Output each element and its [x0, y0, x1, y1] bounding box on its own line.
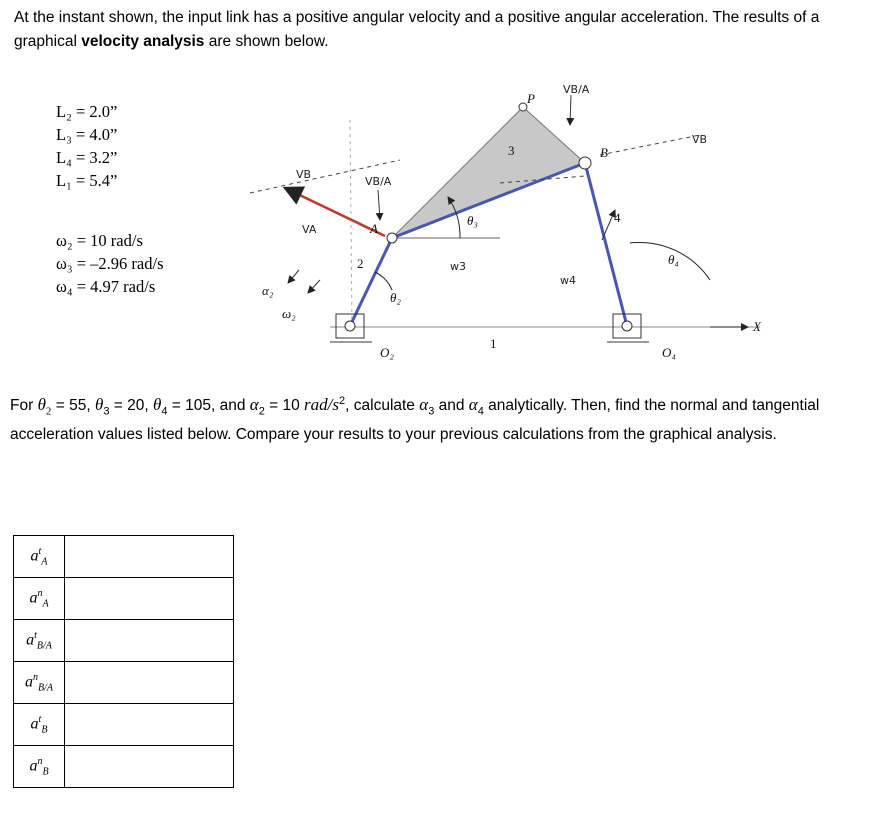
row-label: $a^n_A$ [14, 578, 65, 620]
label-theta3: θ₃ [467, 213, 478, 228]
label-theta4: θ₄ [668, 252, 679, 267]
length-item: L₄ = 3.2” [56, 148, 118, 167]
omega-item: ω₂ = 10 rad/s [56, 231, 143, 250]
vector-line [350, 120, 352, 326]
label-a: A [370, 221, 378, 236]
omega-item: ω₃ = –2.96 rad/s [56, 254, 164, 273]
row-label: $a^t_A$ [14, 536, 65, 578]
link-2 [350, 238, 392, 326]
intro-paragraph [14, 6, 876, 54]
label-o2: O₂ [380, 345, 394, 360]
pin-p [519, 103, 527, 111]
table-row [14, 578, 234, 620]
intro-bold: velocity analysis [81, 33, 205, 50]
label-vb-right: VB [692, 133, 708, 146]
table-row [14, 746, 234, 788]
label-omega2: ω₂ [282, 306, 296, 321]
answer-cell[interactable] [65, 746, 234, 788]
length-item: L₁ = 5.4” [56, 171, 118, 190]
theta2-arc [375, 272, 392, 290]
vector-line [600, 135, 700, 155]
label-link1: 1 [490, 336, 497, 351]
linkage-diagram [240, 70, 780, 370]
row-label: $a^n_B$ [14, 746, 65, 788]
link-4 [585, 163, 627, 326]
length-list [56, 100, 117, 192]
label-o4: O₄ [662, 345, 676, 360]
ground-pivot-o2 [330, 314, 372, 342]
label-link4: 4 [614, 210, 621, 225]
answer-cell[interactable] [65, 620, 234, 662]
label-vba-top: VB/A [563, 83, 590, 96]
label-vba-mid: VB/A [365, 175, 392, 188]
row-label: $a^n_{B/A}$ [14, 662, 65, 704]
intro-text-2: are shown below. [204, 33, 329, 50]
answer-cell[interactable] [65, 578, 234, 620]
table-row [14, 620, 234, 662]
omega-list [56, 229, 164, 298]
answer-table [13, 535, 234, 788]
answer-cell[interactable] [65, 536, 234, 578]
label-alpha2: α₂ [262, 283, 274, 298]
label-p: P [527, 91, 535, 106]
label-w4: w4 [560, 274, 576, 287]
omega2-arrow [308, 280, 320, 293]
label-w3: w3 [450, 260, 466, 273]
pin-a [387, 233, 397, 243]
coupler-triangle [392, 107, 585, 238]
row-label: $a^t_B$ [14, 704, 65, 746]
vba-arrow [570, 95, 571, 125]
intro-text-1: At the instant shown, the input link has a positive angular velocity and a positive angular acceleration. The results of a graphical [14, 9, 820, 50]
label-theta2: θ₂ [390, 290, 401, 305]
label-x: X [753, 319, 761, 334]
table-row [14, 536, 234, 578]
label-vb-left: VB [296, 168, 312, 181]
ground-pivot-o4 [607, 314, 649, 342]
label-link3: 3 [508, 143, 515, 158]
length-item: L₃ = 4.0” [56, 125, 118, 144]
label-link2: 2 [357, 256, 364, 271]
label-va: VA [302, 223, 317, 236]
table-row [14, 704, 234, 746]
alpha2-arrow [288, 270, 299, 283]
row-label: $a^t_{B/A}$ [14, 620, 65, 662]
label-b: B [600, 145, 608, 160]
omega-item: ω₄ = 4.97 rad/s [56, 277, 156, 296]
answer-cell[interactable] [65, 662, 234, 704]
question-paragraph: For $\theta_2 = 55$, $\theta_3 = 20$, $\theta_4 = 105$, and $\alpha_2 = 10$ rad/$s^2$, calculate $\alpha_3$ and $\alpha_4$ analytically. Then, find the normal and tangential acceleration values listed below. Compare your results to your previous calculations from the graphical analysis. [10, 395, 820, 444]
pin-b [579, 157, 591, 169]
answer-cell[interactable] [65, 704, 234, 746]
table-row [14, 662, 234, 704]
length-item: L₂ = 2.0” [56, 102, 118, 121]
vba-arrow [378, 190, 380, 220]
